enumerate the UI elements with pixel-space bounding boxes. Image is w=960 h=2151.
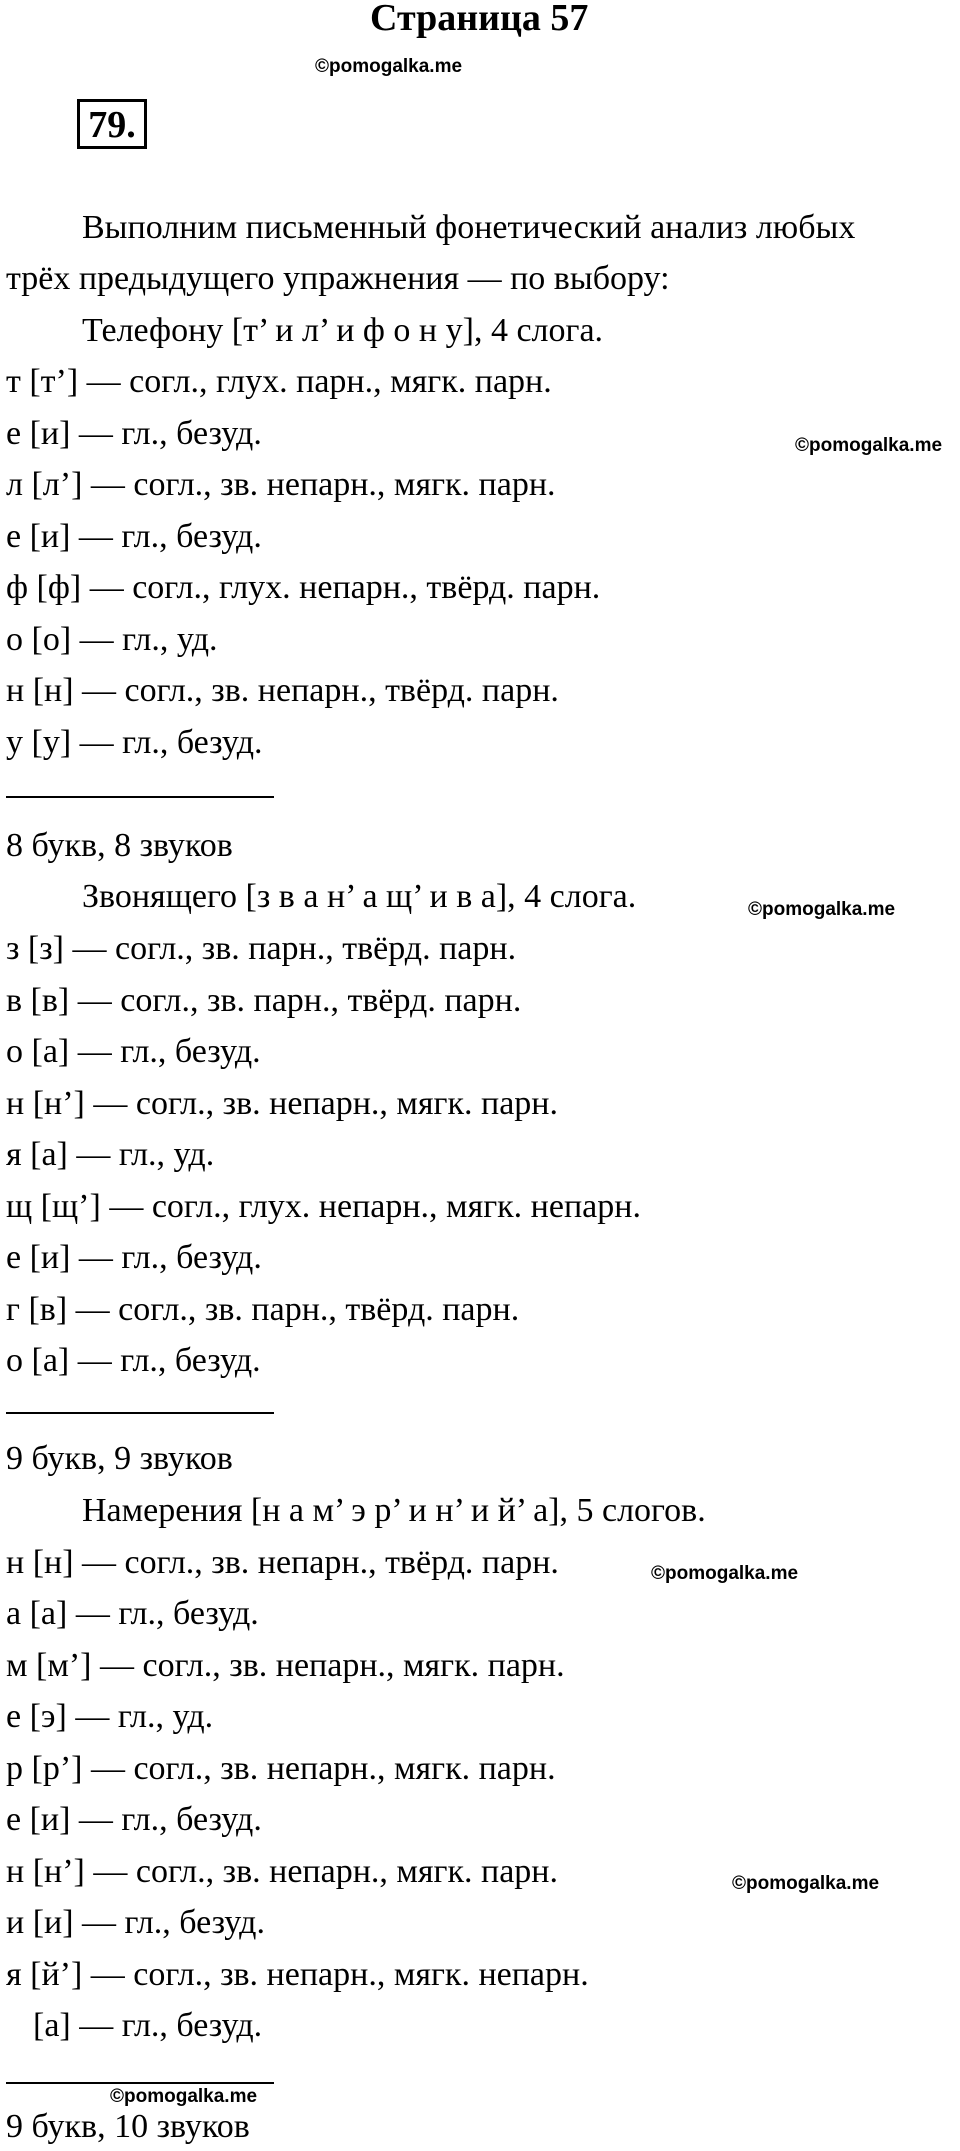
analysis-row: т [т’] — согл., глух. парн., мягк. парн. — [6, 363, 552, 400]
analysis-row: н [н] — согл., зв. непарн., твёрд. парн. — [6, 672, 559, 709]
word-summary: 8 букв, 8 звуков — [6, 827, 233, 864]
watermark: ©pomogalka.me — [110, 2086, 258, 2107]
analysis-row: е [и] — гл., безуд. — [6, 1239, 262, 1276]
analysis-row: о [а] — гл., безуд. — [6, 1342, 261, 1379]
word-heading: Звонящего [з в а н’ а щ’ и в а], 4 слога. — [82, 878, 637, 915]
analysis-row: н [н’] — согл., зв. непарн., мягк. парн. — [6, 1853, 558, 1890]
word-heading: Телефону [т’ и л’ и ф о н у], 4 слога. — [82, 312, 604, 349]
watermark: ©pomogalka.me — [315, 56, 463, 77]
intro-line: трёх предыдущего упражнения — по выбору: — [6, 260, 670, 297]
analysis-row: з [з] — согл., зв. парн., твёрд. парн. — [6, 930, 517, 967]
analysis-row: г [в] — согл., зв. парн., твёрд. парн. — [6, 1291, 520, 1328]
analysis-row: р [р’] — согл., зв. непарн., мягк. парн. — [6, 1750, 556, 1787]
analysis-row: щ [щ’] — согл., глух. непарн., мягк. непарн. — [6, 1188, 641, 1225]
watermark: ©pomogalka.me — [748, 899, 896, 920]
divider — [6, 796, 274, 798]
analysis-row: и [и] — гл., безуд. — [6, 1904, 265, 1941]
watermark: ©pomogalka.me — [651, 1563, 799, 1584]
analysis-row: л [л’] — согл., зв. непарн., мягк. парн. — [6, 466, 556, 503]
page-title: Страница 57 — [370, 0, 589, 39]
word-summary: 9 букв, 9 звуков — [6, 1440, 233, 1477]
analysis-row: я [а] — гл., уд. — [6, 1136, 215, 1173]
analysis-row: м [м’] — согл., зв. непарн., мягк. парн. — [6, 1647, 565, 1684]
analysis-row: н [н] — согл., зв. непарн., твёрд. парн. — [6, 1544, 559, 1581]
analysis-row: е [и] — гл., безуд. — [6, 1801, 262, 1838]
analysis-row: е [и] — гл., безуд. — [6, 518, 262, 555]
word-summary: 9 букв, 10 звуков — [6, 2108, 250, 2145]
divider — [6, 2082, 274, 2084]
analysis-row: н [н’] — согл., зв. непарн., мягк. парн. — [6, 1085, 558, 1122]
divider — [6, 1412, 274, 1414]
analysis-row: у [у] — гл., безуд. — [6, 724, 263, 761]
watermark: ©pomogalka.me — [795, 435, 943, 456]
word-heading: Намерения [н а м’ э р’ и н’ и й’ а], 5 слогов. — [82, 1492, 706, 1529]
analysis-row: я [й’] — согл., зв. непарн., мягк. непарн. — [6, 1956, 589, 1993]
analysis-row: [а] — гл., безуд. — [33, 2007, 263, 2044]
analysis-row: в [в] — согл., зв. парн., твёрд. парн. — [6, 982, 522, 1019]
watermark: ©pomogalka.me — [732, 1873, 880, 1894]
analysis-row: е [э] — гл., уд. — [6, 1698, 214, 1735]
analysis-row: е [и] — гл., безуд. — [6, 415, 262, 452]
analysis-row: о [о] — гл., уд. — [6, 621, 218, 658]
intro-line: Выполним письменный фонетический анализ любых — [82, 209, 856, 246]
analysis-row: о [а] — гл., безуд. — [6, 1033, 261, 1070]
analysis-row: а [а] — гл., безуд. — [6, 1595, 259, 1632]
exercise-number: 79. — [77, 99, 147, 149]
analysis-row: ф [ф] — согл., глух. непарн., твёрд. парн. — [6, 569, 601, 606]
